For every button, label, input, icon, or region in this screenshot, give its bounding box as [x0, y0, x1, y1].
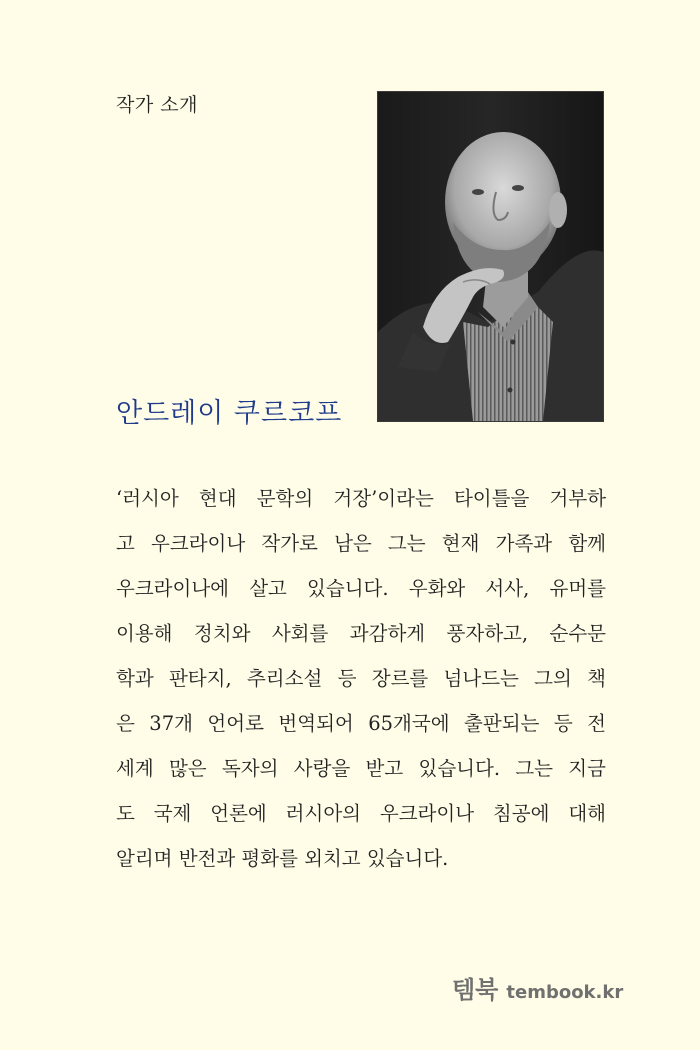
bio-line: ‘러시아 현대 문학의 거장’이라는 타이틀을 거부하 — [116, 487, 606, 510]
author-photo — [378, 92, 603, 421]
bio-line: 이용해 정치와 사회를 과감하게 풍자하고, 순수문 — [116, 622, 606, 645]
brand-logo — [452, 970, 623, 1005]
author-name: 안드레이 쿠르코프 — [116, 398, 343, 429]
brand-korean-name: 템북 — [452, 975, 499, 1004]
bio-line: 우크라이나에 살고 있습니다. 우화와 서사, 유머를 — [116, 577, 606, 600]
portrait-illustration — [378, 92, 603, 421]
bio-line: 학과 판타지, 추리소설 등 장르를 넘나드는 그의 책 — [116, 667, 606, 690]
bio-line: 은 37개 언어로 번역되어 65개국에 출판되는 등 전 — [116, 712, 606, 735]
author-bio — [116, 476, 616, 881]
bio-line: 고 우크라이나 작가로 남은 그는 현재 가족과 함께 — [116, 532, 606, 555]
section-label: 작가 소개 — [116, 94, 198, 116]
bio-line: 세계 많은 독자의 사랑을 받고 있습니다. 그는 지금 — [116, 757, 606, 780]
brand-url: tembook.kr — [506, 982, 624, 1003]
bio-line: 도 국제 언론에 러시아의 우크라이나 침공에 대해 — [116, 802, 606, 825]
bio-line: 알리며 반전과 평화를 외치고 있습니다. — [116, 847, 449, 870]
